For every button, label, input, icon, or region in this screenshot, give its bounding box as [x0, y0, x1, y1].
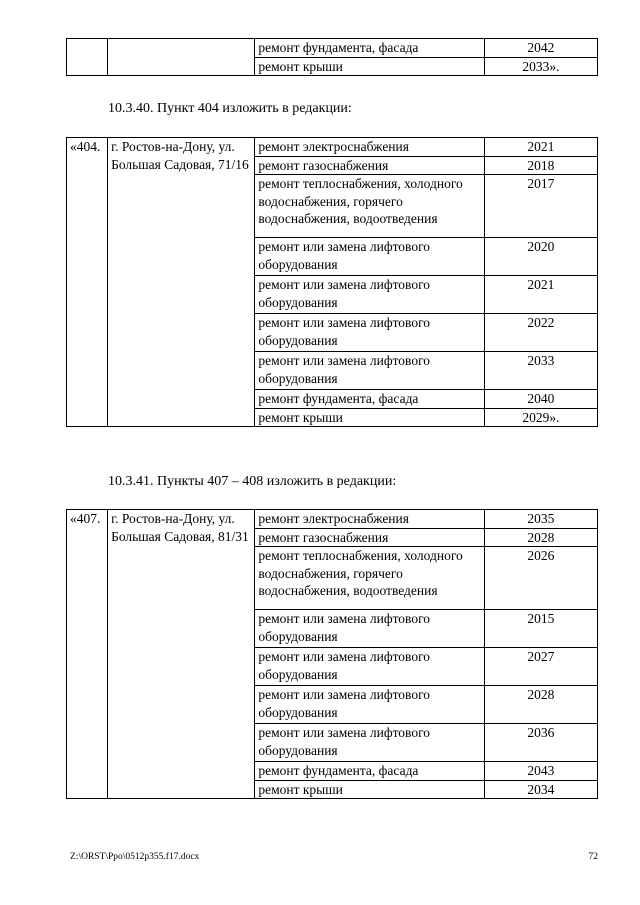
work-cell: ремонт электроснабжения [255, 138, 484, 157]
address-cell [108, 39, 255, 76]
year-cell: 2033 [484, 352, 597, 390]
work-cell: ремонт теплоснабжения, холодного водоснабжения, горячего водоснабжения, водоотведения [255, 175, 484, 238]
year-cell: 2026 [484, 547, 597, 610]
work-cell: ремонт или замена лифтового оборудования [255, 352, 484, 390]
year-cell: 2028 [484, 686, 597, 724]
table-row [67, 138, 598, 157]
table-item-404 [66, 137, 598, 427]
year-cell: 2035 [484, 510, 597, 529]
year-cell: 2043 [484, 762, 597, 781]
work-cell: ремонт фундамента, фасада [255, 39, 484, 58]
table-item-407 [66, 509, 598, 799]
table-row [67, 39, 598, 58]
amendment-paragraph: 10.3.41. Пункты 407 – 408 изложить в редакции: [108, 474, 397, 489]
work-cell: ремонт фундамента, фасада [255, 762, 484, 781]
work-cell: ремонт крыши [255, 57, 484, 76]
year-cell: 2020 [484, 238, 597, 276]
table-row [67, 510, 598, 529]
year-cell: 2040 [484, 390, 597, 409]
work-cell: ремонт или замена лифтового оборудования [255, 314, 484, 352]
work-cell: ремонт газоснабжения [255, 528, 484, 547]
work-cell: ремонт или замена лифтового оборудования [255, 276, 484, 314]
work-cell: ремонт или замена лифтового оборудования [255, 724, 484, 762]
year-cell: 2015 [484, 610, 597, 648]
work-cell: ремонт крыши [255, 780, 484, 799]
work-cell: ремонт или замена лифтового оборудования [255, 648, 484, 686]
work-cell: ремонт или замена лифтового оборудования [255, 686, 484, 724]
item-number: «407. [67, 510, 108, 799]
work-cell: ремонт или замена лифтового оборудования [255, 610, 484, 648]
year-cell: 2021 [484, 138, 597, 157]
work-cell: ремонт газоснабжения [255, 156, 484, 175]
year-cell: 2018 [484, 156, 597, 175]
work-cell: ремонт крыши [255, 408, 484, 427]
footer-page-number: 72 [588, 852, 598, 862]
year-cell: 2029». [484, 408, 597, 427]
work-cell: ремонт или замена лифтового оборудования [255, 238, 484, 276]
item-address: г. Ростов-на-Дону, ул. Большая Садовая, 71/16 [108, 138, 255, 427]
year-cell: 2022 [484, 314, 597, 352]
work-cell: ремонт электроснабжения [255, 510, 484, 529]
item-number: «404. [67, 138, 108, 427]
number-cell [67, 39, 108, 76]
year-cell: 2028 [484, 528, 597, 547]
item-address: г. Ростов-на-Дону, ул. Большая Садовая, 81/31 [108, 510, 255, 799]
year-cell: 2027 [484, 648, 597, 686]
year-cell: 2021 [484, 276, 597, 314]
work-cell: ремонт фундамента, фасада [255, 390, 484, 409]
year-cell: 2042 [484, 39, 597, 58]
amendment-paragraph: 10.3.40. Пункт 404 изложить в редакции: [108, 101, 352, 116]
table-continuation [66, 38, 598, 76]
footer-file-path: Z:\ORST\Ppo\0512p355.f17.docx [70, 852, 200, 862]
year-cell: 2033». [484, 57, 597, 76]
work-cell: ремонт теплоснабжения, холодного водоснабжения, горячего водоснабжения, водоотведения [255, 547, 484, 610]
year-cell: 2017 [484, 175, 597, 238]
year-cell: 2034 [484, 780, 597, 799]
year-cell: 2036 [484, 724, 597, 762]
